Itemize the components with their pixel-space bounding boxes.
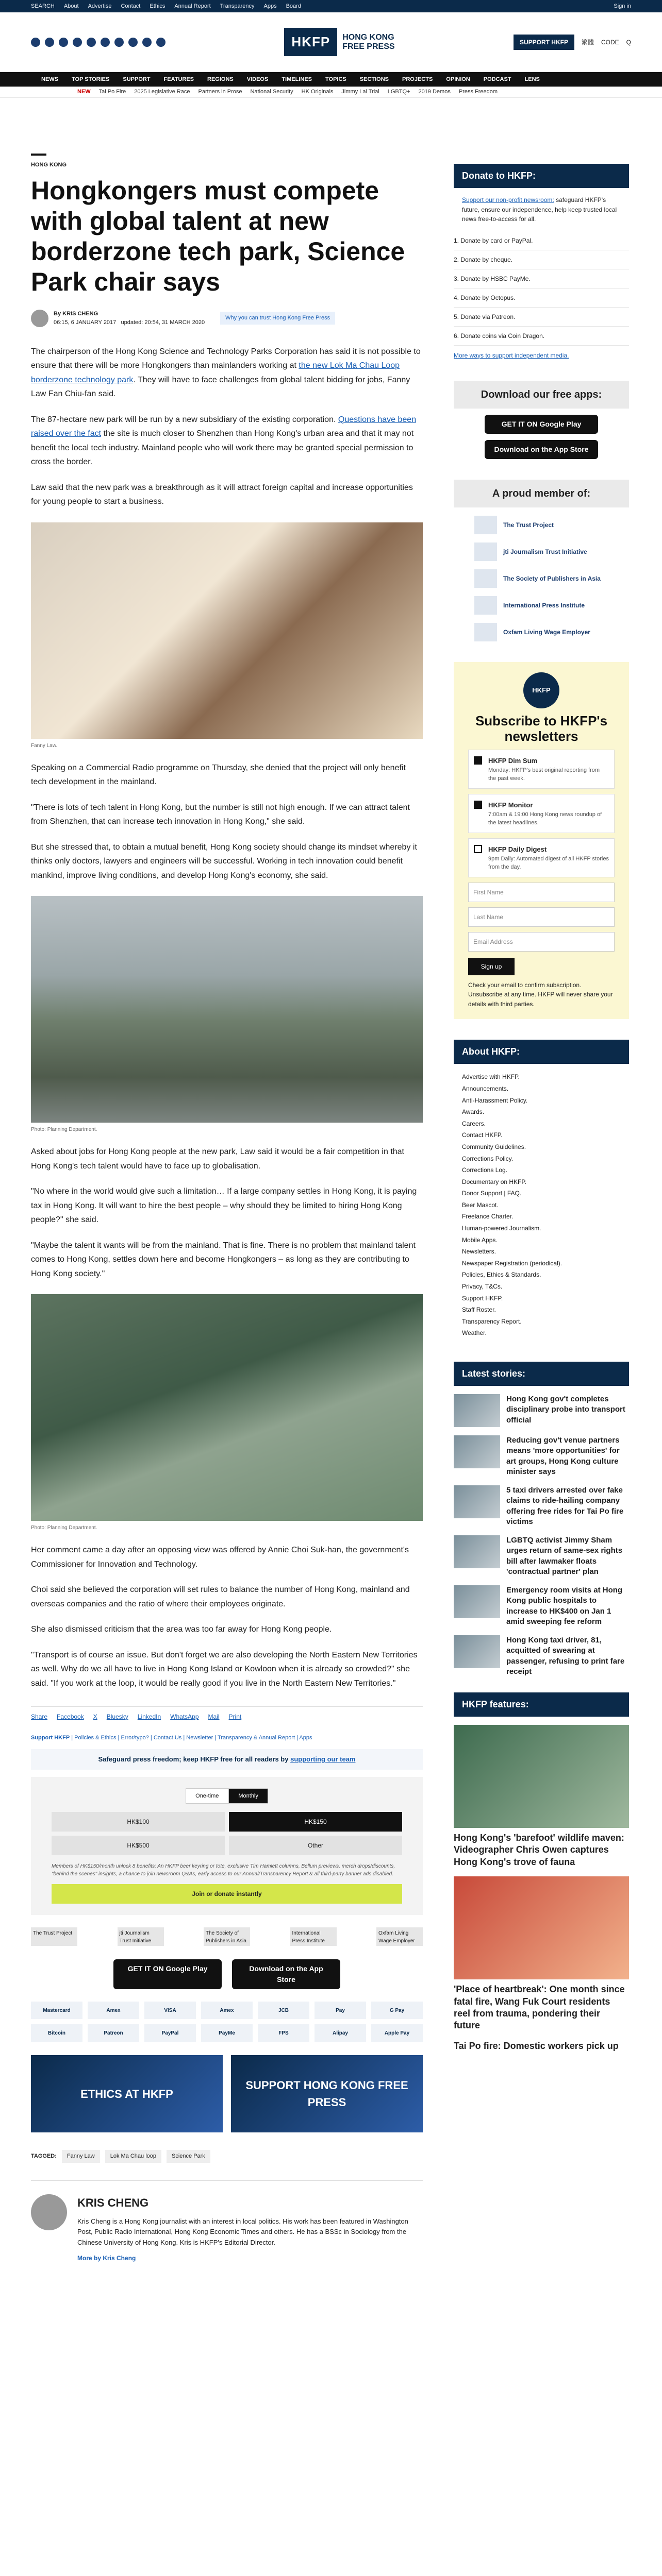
bitcoin-icon: Bitcoin <box>31 2024 82 2042</box>
paypal-icon: PayPal <box>144 2024 196 2042</box>
google-pay-icon: G Pay <box>371 2002 423 2019</box>
about-link[interactable]: Privacy, T&Cs. <box>462 1283 503 1291</box>
x-icon[interactable] <box>45 38 54 47</box>
about-link[interactable]: Awards. <box>462 1108 485 1116</box>
top-utility-bar <box>0 0 662 12</box>
topbar-apps[interactable]: Apps <box>263 3 277 9</box>
trust-project-icon <box>474 516 497 534</box>
donate-heading: Donate to HKFP: <box>454 164 629 188</box>
latest-story[interactable]: LGBTQ activist Jimmy Sham urges return of same-sex rights bill after lawmaker floats 'contractual partner' plan <box>454 1535 629 1577</box>
topbar-about[interactable]: About <box>63 3 79 9</box>
about-link[interactable]: Newsletters. <box>462 1248 496 1256</box>
code-link[interactable]: CODE <box>601 38 619 46</box>
member-heading: A proud member of: <box>454 480 629 507</box>
newsletter-option[interactable]: HKFP Daily Digest 9pm Daily: Automated digest of all HKFP stories from the day. <box>468 838 615 877</box>
nav-regions[interactable]: REGIONS <box>207 76 234 82</box>
paragraph: "Maybe the talent it wants will be from the mainland. That is fine. There is no problem that mainland talent comes to Hong Kong, settles down here and become Hongkongers – as long as they are contributing to Hong Kong society." <box>31 1241 416 1278</box>
telegram-icon[interactable] <box>142 38 152 47</box>
error-link[interactable]: Error/typo? <box>121 1734 149 1741</box>
email-input[interactable]: Email Address <box>468 932 615 952</box>
author-bio: Kris Cheng is a Hong Kong journalist with an interest in local politics. His work has been featured in Washington Post, Public Radio International, Hong Kong Economic Times and others. He has a BSSc in Sociology from the Chinese University of Hong Kong. Kris is HKFP's Editorial Director. <box>77 2217 408 2247</box>
more-by-author-link[interactable]: More by Kris Cheng <box>77 2254 136 2262</box>
last-name-input[interactable]: Last Name <box>468 907 615 927</box>
about-link[interactable]: Transparency Report. <box>462 1317 522 1325</box>
mastercard-icon: Mastercard <box>31 2002 82 2019</box>
paragraph: She also dismissed criticism that the area was too far away for Hong Kong people. <box>31 1625 332 1634</box>
share-bluesky[interactable]: Bluesky <box>106 1713 128 1720</box>
about-link[interactable]: Weather. <box>462 1329 487 1337</box>
latest-story[interactable]: Emergency room visits at Hong Kong public hospitals to increase to HK$400 on Jan 1 amid sweeping fee reform <box>454 1585 629 1627</box>
topbar-contact[interactable]: Contact <box>121 3 141 9</box>
paragraph: "Transport is of course an issue. But don't forget we are also developing the North Eastern New Territories as well. Why do we all have to live in Hong Kong Island or Kowloon when it is already so crowded?" she said. "If you work at the loop, it would be really good if you live in the North Eastern New Territories." <box>31 1650 418 1688</box>
about-link[interactable]: Support HKFP. <box>462 1294 503 1302</box>
member-ipi[interactable]: International Press Institute <box>474 596 629 615</box>
amount-option[interactable]: HK$500 <box>52 1836 225 1855</box>
search-icon[interactable]: Q <box>626 38 631 46</box>
latest-story[interactable]: 5 taxi drivers arrested over fake claims to ride-hailing company offering free rides for Tai Po fire victims <box>454 1485 629 1527</box>
paragraph: Law said that the new park was a breakthrough as it will attract foreign capital and increase opportunities for young people to start a business. <box>31 483 413 506</box>
member-sopa[interactable]: The Society of Publishers in Asia <box>474 569 629 588</box>
patreon-icon: Patreon <box>88 2024 139 2042</box>
paragraph: But she stressed that, to obtain a mutual benefit, Hong Kong society should change its mindset whereby it thinks only doctors, lawyers and engineers will be successful. Working in tech innovation could benefit mankind, improve living conditions, and develop Hong Kong's economy, she said. <box>31 842 417 880</box>
nav-top-stories[interactable]: TOP STORIES <box>72 76 110 82</box>
more-ways-link[interactable]: More ways to support independent media. <box>454 351 569 359</box>
member-logos-row <box>31 1927 423 1946</box>
amount-option[interactable]: HK$100 <box>52 1812 225 1832</box>
byline-dates: 06:15, 6 JANUARY 2017 updated: 20:54, 31 MARCH 2020 <box>54 319 205 326</box>
figure-lok-ma-chau <box>31 896 423 1133</box>
figure-fanny-law <box>31 522 423 750</box>
about-link[interactable]: Community Guidelines. <box>462 1143 526 1150</box>
article-category[interactable]: HONG KONG <box>31 162 67 168</box>
nav-features[interactable]: FEATURES <box>163 76 194 82</box>
nav-lens[interactable]: LENS <box>524 76 540 82</box>
logo-wordmark <box>342 33 394 51</box>
first-name-input[interactable]: First Name <box>468 883 615 902</box>
ipi-logo[interactable]: International Press Institute <box>290 1927 337 1946</box>
support-newsroom-link[interactable]: Support our non-profit newsroom: <box>462 196 554 204</box>
checkbox-empty-icon[interactable] <box>474 845 482 853</box>
main-navigation <box>0 72 662 87</box>
site-logo[interactable] <box>284 28 394 56</box>
story-thumbnail[interactable] <box>454 1535 500 1568</box>
member-jti[interactable]: jti Journalism Trust Initiative <box>474 543 629 561</box>
about-link[interactable]: Mobile Apps. <box>462 1236 498 1244</box>
about-link[interactable]: Newspaper Registration (periodical). <box>462 1259 562 1267</box>
masthead <box>0 12 662 72</box>
sidebar-app-store[interactable]: Download on the App Store <box>485 440 598 459</box>
feature-story[interactable] <box>454 2040 629 2052</box>
paragraph: Her comment came a day after an opposing view was offered by Annie Choi Suk-han, the government's Commissioner for Innovation and Technology. <box>31 1546 409 1569</box>
latest-story[interactable]: Reducing gov't venue partners means 'more opportunities' for art groups, Hong Kong culture minister says <box>454 1435 629 1477</box>
donation-widget <box>31 1777 423 1916</box>
topbar-advertise[interactable]: Advertise <box>88 3 112 9</box>
ipi-icon <box>474 596 497 615</box>
logo-line-2: FREE PRESS <box>342 42 395 51</box>
author-name[interactable]: KRIS CHENG <box>77 2196 149 2209</box>
logo-mark: HKFP <box>284 28 337 56</box>
app-store-row <box>31 1959 423 1989</box>
newsletter-link[interactable]: Newsletter <box>186 1734 213 1741</box>
about-link[interactable]: Announcements. <box>462 1084 509 1092</box>
pay-icon: Pay <box>315 2002 366 2019</box>
apple-pay-icon: Apple Pay <box>371 2024 423 2042</box>
alipay-icon: Alipay <box>315 2024 366 2042</box>
nav-support[interactable]: SUPPORT <box>123 76 151 82</box>
trending-item[interactable]: 2019 Demos <box>418 89 451 95</box>
paragraph: "No where in the world would give such a limitation… If a large company settles in Hong Kong, it is paying tax in Hong Kong. It will want to hire the best people – why should they be limited to hiring Hong Kong people?" she said. <box>31 1187 417 1225</box>
support-links: Support HKFP | Policies & Ethics | Error/typo? | Contact Us | Newsletter | Transparency & Annual Report | Apps <box>31 1734 312 1741</box>
checkbox-checked-icon[interactable] <box>474 801 482 809</box>
donate-option[interactable]: 3. Donate by HSBC PayMe. <box>454 269 629 289</box>
threads-icon[interactable] <box>87 38 96 47</box>
author-box <box>31 2180 423 2263</box>
about-link[interactable]: Freelance Charter. <box>462 1213 514 1221</box>
sopa-icon <box>474 569 497 588</box>
donate-option[interactable]: 1. Donate by card or PayPal. <box>454 231 629 250</box>
article-column <box>31 98 423 2263</box>
trending-bar <box>0 87 662 98</box>
nav-topics[interactable]: TOPICS <box>325 76 346 82</box>
sopa-logo[interactable]: The Society of Publishers in Asia <box>204 1927 250 1946</box>
feature-title[interactable]: 'Place of heartbreak': One month since fatal fire, Wang Fuk Court residents reel from trauma, pondering their future <box>454 1984 625 2031</box>
newsletter-option[interactable]: HKFP Monitor 7:00am & 19:00 Hong Kong news roundup of the latest headlines. <box>468 794 615 833</box>
donate-option[interactable]: 2. Donate by cheque. <box>454 250 629 269</box>
photo-lok-ma-chau-skyline <box>31 896 423 1123</box>
newsletter-title: Subscribe to HKFP's newsletters <box>475 713 608 744</box>
tag-item[interactable]: Fanny Law <box>62 2150 100 2163</box>
signup-button[interactable]: Sign up <box>468 958 515 975</box>
freq-one-time[interactable]: One-time <box>186 1788 228 1804</box>
member-oxfam[interactable]: Oxfam Living Wage Employer <box>474 623 629 641</box>
feature-image[interactable] <box>454 1725 629 1828</box>
amount-other[interactable]: Other <box>229 1836 402 1855</box>
photo-caption: Photo: Planning Department. <box>31 1127 97 1133</box>
topbar-search[interactable]: SEARCH <box>31 3 55 9</box>
paragraph: Asked about jobs for Hong Kong people at the new park, Law said it would be a fair competition in that Hong Kong's tech talent would have to face up to globalisation. <box>31 1147 404 1171</box>
join-donate-button[interactable]: Join or donate instantly <box>52 1884 402 1904</box>
frequency-toggle <box>52 1788 402 1804</box>
donate-option[interactable]: 5. Donate via Patreon. <box>454 308 629 327</box>
donate-intro: Support our non-profit newsroom: safeguard HKFP's future, ensure our independence, help keep trusted local news free-to-access for all. <box>462 196 617 223</box>
trending-item[interactable]: LGBTQ+ <box>387 89 410 95</box>
feature-title[interactable]: Tai Po fire: Domestic workers pick up <box>454 2040 619 2051</box>
payme-icon: PayMe <box>201 2024 253 2042</box>
byline-author[interactable]: By KRIS CHENG <box>54 311 98 317</box>
trust-project-logo[interactable]: The Trust Project <box>31 1927 77 1946</box>
trending-item[interactable]: HK Originals <box>301 89 334 95</box>
paragraph: Speaking on a Commercial Radio programme on Thursday, she denied that the project will only benefit tech development in the mainland. <box>31 763 406 787</box>
tag-item[interactable]: Science Park <box>167 2150 210 2163</box>
policies-link[interactable]: Policies & Ethics <box>74 1734 117 1741</box>
about-link[interactable]: Advertise with HKFP. <box>462 1073 520 1081</box>
share-whatsapp[interactable]: WhatsApp <box>170 1713 199 1720</box>
about-link[interactable]: Corrections Policy. <box>462 1155 514 1162</box>
facebook-icon[interactable] <box>31 38 40 47</box>
byline <box>31 310 423 327</box>
about-link[interactable]: Staff Roster. <box>462 1306 496 1314</box>
trending-item[interactable]: Press Freedom <box>458 89 498 95</box>
support-banner: Safeguard press freedom; keep HKFP free for all readers by supporting our team <box>31 1749 423 1770</box>
trending-item[interactable]: Tai Po Fire <box>98 89 126 95</box>
hkfp-logo-icon: HKFP <box>523 672 559 708</box>
byline-text <box>54 310 205 327</box>
about-link[interactable]: Documentary on HKFP. <box>462 1178 527 1185</box>
apps-link[interactable]: Apps <box>299 1734 312 1741</box>
about-link[interactable]: Contact HKFP. <box>462 1131 503 1139</box>
topbar-transparency[interactable]: Transparency <box>220 3 255 9</box>
sidebar-google-play[interactable]: GET IT ON Google Play <box>485 415 598 434</box>
photo-caption: Fanny Law. <box>31 742 58 749</box>
apps-heading: Download our free apps: <box>454 381 629 409</box>
donate-option[interactable]: 6. Donate coins via Coin Dragon. <box>454 327 629 346</box>
author-info <box>77 2194 423 2263</box>
trust-link[interactable]: Why you can trust Hong Kong Free Press <box>220 312 335 325</box>
youtube-icon[interactable] <box>114 38 124 47</box>
payment-methods <box>31 2002 423 2042</box>
share-mail[interactable]: Mail <box>208 1713 220 1720</box>
topbar-sign-in[interactable]: Sign in <box>614 3 631 9</box>
feature-story[interactable] <box>454 1725 629 1868</box>
story-thumbnail[interactable] <box>454 1585 500 1618</box>
trending-item[interactable]: 2025 Legislative Race <box>134 89 190 95</box>
tag-item[interactable]: Lok Ma Chau loop <box>105 2150 161 2163</box>
photo-fanny-law <box>31 522 423 739</box>
about-link[interactable]: Policies, Ethics & Standards. <box>462 1271 541 1279</box>
app-store-button[interactable]: Download on the App Store <box>232 1959 340 1989</box>
trending-item[interactable]: Jimmy Lai Trial <box>341 89 379 95</box>
masthead-actions <box>514 35 631 50</box>
article-title: Hongkongers must compete with global talent at new borderzone tech park, Science Park chair says <box>31 176 405 296</box>
jti-logo[interactable]: jti Journalism Trust Initiative <box>118 1927 164 1946</box>
about-link[interactable]: Corrections Log. <box>462 1166 508 1174</box>
nav-opinion[interactable]: OPINION <box>446 76 470 82</box>
topbar-ethics[interactable]: Ethics <box>150 3 166 9</box>
story-thumbnail[interactable] <box>454 1635 500 1668</box>
page-body <box>0 98 662 2263</box>
rss-icon[interactable] <box>156 38 166 47</box>
tags <box>31 2150 423 2163</box>
nav-podcast[interactable]: PODCAST <box>483 76 511 82</box>
promo-banners <box>31 2055 423 2132</box>
jcb-icon: JCB <box>258 2002 309 2019</box>
latest-story[interactable]: Hong Kong gov't completes disciplinary probe into transport official <box>454 1394 629 1427</box>
trending-item[interactable]: National Security <box>250 89 293 95</box>
photo-aerial-loop <box>31 1294 423 1521</box>
about-link[interactable]: Anti-Harassment Policy. <box>462 1096 528 1104</box>
oxfam-icon <box>474 623 497 641</box>
checkbox-checked-icon[interactable] <box>474 756 482 765</box>
feature-story[interactable] <box>454 1876 629 2032</box>
bluesky-icon[interactable] <box>73 38 82 47</box>
support-link[interactable]: Support HKFP <box>31 1734 70 1741</box>
latest-heading: Latest stories: <box>454 1362 629 1386</box>
mail-icon[interactable] <box>128 38 138 47</box>
google-play-button[interactable]: GET IT ON Google Play <box>113 1959 222 1989</box>
support-promo[interactable]: SUPPORT HONG KONG FREE PRESS <box>231 2055 423 2132</box>
trending-item[interactable]: Partners in Prose <box>198 89 242 95</box>
nav-timelines[interactable]: TIMELINES <box>282 76 312 82</box>
share-linkedin[interactable]: LinkedIn <box>137 1713 161 1720</box>
instagram-icon[interactable] <box>59 38 68 47</box>
newsletter-signup <box>454 662 629 1020</box>
about-links <box>454 1064 629 1346</box>
paragraph: Choi said she believed the corporation will set rules to balance the number of Hong Kong, mainland and overseas companies and the ratio of where their employees originate. <box>31 1585 410 1608</box>
jti-icon <box>474 543 497 561</box>
contact-link[interactable]: Contact Us <box>153 1734 182 1741</box>
sidebar <box>454 98 629 2263</box>
amex-icon: Amex <box>201 2002 253 2019</box>
visa-icon: VISA <box>144 2002 196 2019</box>
story-thumbnail[interactable] <box>454 1394 500 1427</box>
article-body <box>31 345 423 1691</box>
nav-videos[interactable]: VIDEOS <box>246 76 269 82</box>
about-link[interactable]: Human-powered Journalism. <box>462 1225 541 1232</box>
share-x[interactable]: X <box>93 1713 97 1720</box>
latest-stories <box>454 1394 629 1677</box>
language-switch[interactable]: 繁體 <box>581 38 594 46</box>
linkedin-icon[interactable] <box>101 38 110 47</box>
logo-line-1: HONG KONG <box>342 32 394 42</box>
share-label: Share <box>31 1713 48 1720</box>
nav-projects[interactable]: PROJECTS <box>402 76 433 82</box>
newsletter-note: Check your email to confirm subscription. Unsubscribe at any time. HKFP will never share your details with third parties. <box>468 981 613 1008</box>
topbar-annual-report[interactable]: Annual Report <box>174 3 211 9</box>
support-team-link[interactable]: supporting our team <box>290 1755 356 1764</box>
feature-image[interactable] <box>454 1876 629 1979</box>
nav-news[interactable]: NEWS <box>41 76 58 82</box>
author-avatar <box>31 310 48 327</box>
story-thumbnail[interactable] <box>454 1435 500 1468</box>
newsletter-option[interactable]: HKFP Dim Sum Monday: HKFP's best original reporting from the past week. <box>468 750 615 789</box>
membership-benefits: Members of HK$150/month unlock 8 benefits: An HKFP beer keyring or tote, exclusive Tim Hamlett columns, Bellum previews, merch drops/discounts, "behind the scenes" insights, a chance to join newsroom Q&As, early access to our Annual/Transparency Report & all third-party banner ads disabled. <box>52 1863 395 1877</box>
share-print[interactable]: Print <box>228 1713 242 1720</box>
member-trust-project[interactable]: The Trust Project <box>474 516 629 534</box>
photo-caption: Photo: Planning Department. <box>31 1525 97 1531</box>
author-avatar <box>31 2194 67 2230</box>
paragraph: The 87-hectare new park will be run by a new subsidiary of the existing corporation. Questions have been raised over the fact the site is much closer to Shenzhen than Hong Kong's urban area and that it may not benefit the local tech industry. Mainland people who will work there may be granted special permission to cross the border. <box>31 415 417 467</box>
latest-story[interactable]: Hong Kong taxi driver, 81, acquitted of swearing at passenger, refusing to print fare receipt <box>454 1635 629 1677</box>
title-rule <box>31 154 46 156</box>
feature-title[interactable]: Hong Kong's 'barefoot' wildlife maven: Videographer Chris Owen captures Hong Kong's trove of fauna <box>454 1833 624 1867</box>
loop-park-link[interactable]: the new Lok Ma Chau Loop borderzone technology park <box>31 361 400 384</box>
amount-option-selected[interactable]: HK$150 <box>229 1812 402 1832</box>
transparency-link[interactable]: Transparency & Annual Report <box>218 1734 295 1741</box>
trending-new-label: NEW <box>77 89 91 95</box>
about-heading: About HKFP: <box>454 1040 629 1064</box>
donate-options <box>454 231 629 346</box>
tags-label: TAGGED: <box>31 2153 57 2160</box>
figure-aerial <box>31 1294 423 1532</box>
story-thumbnail[interactable] <box>454 1485 500 1518</box>
paragraph: The chairperson of the Hong Kong Science and Technology Parks Corporation has said it is not possible to ensure that there will be more Hongkongers than mainlanders working at the new Lok Ma Chau Loop borderzone technology park. They will have to face challenges from global talent bidding for jobs, Fanny Law Fan Chiu-fan said. <box>31 347 421 399</box>
nav-sections[interactable]: SECTIONS <box>359 76 389 82</box>
share-facebook[interactable]: Facebook <box>57 1713 84 1720</box>
amount-options <box>52 1812 402 1855</box>
topbar-board[interactable]: Board <box>286 3 301 9</box>
donate-option[interactable]: 4. Donate by Octopus. <box>454 289 629 308</box>
about-link[interactable]: Donor Support | FAQ. <box>462 1190 522 1197</box>
donate-widget <box>454 164 629 360</box>
amex-icon: Amex <box>88 2002 139 2019</box>
features-heading: HKFP features: <box>454 1692 629 1717</box>
ethics-promo[interactable]: ETHICS AT HKFP <box>31 2055 223 2132</box>
social-icons <box>31 38 166 47</box>
about-link[interactable]: Careers. <box>462 1120 486 1127</box>
freq-monthly[interactable]: Monthly <box>228 1788 268 1804</box>
support-hkfp-button[interactable]: SUPPORT HKFP <box>514 35 574 50</box>
questions-link[interactable]: Questions have been raised over the fact <box>31 415 417 438</box>
fps-icon: FPS <box>258 2024 309 2042</box>
about-link[interactable]: Beer Mascot. <box>462 1201 499 1209</box>
share-bar <box>31 1706 423 1726</box>
oxfam-logo[interactable]: Oxfam Living Wage Employer <box>376 1927 423 1946</box>
paragraph: "There is lots of tech talent in Hong Kong, but the number is still not high enough. If we can attract talent from Shenzhen, that can increase tech innovation in Hong Kong," she said. <box>31 803 410 826</box>
